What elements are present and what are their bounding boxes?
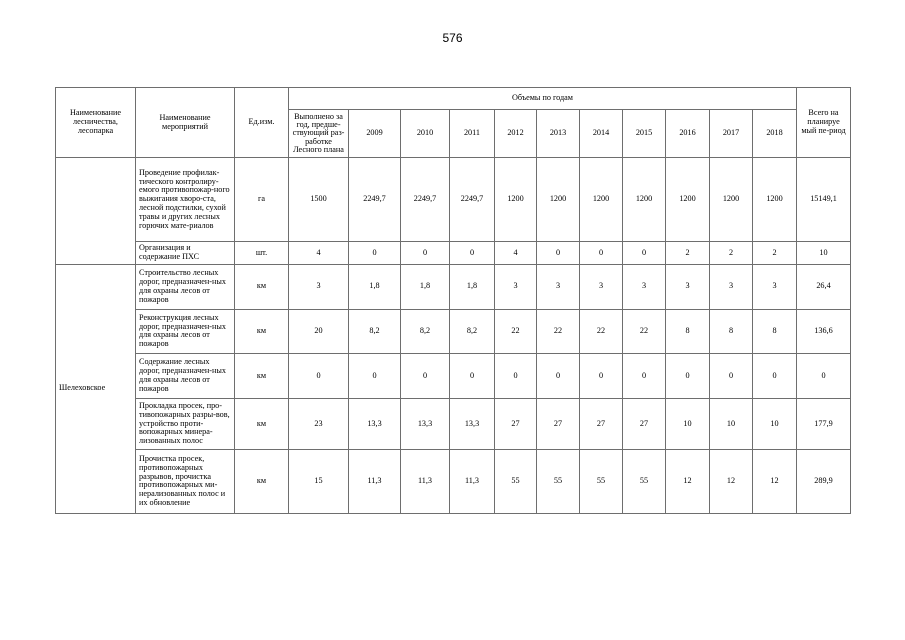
total-cell: 136,6 xyxy=(797,309,851,354)
forest-plan-table xyxy=(55,87,851,514)
header-activity: Наименование мероприятий xyxy=(136,88,235,158)
table-row xyxy=(56,158,851,242)
year-value-cell: 1200 xyxy=(537,158,580,242)
year-value-cell: 27 xyxy=(495,399,537,450)
year-value-cell: 55 xyxy=(580,449,623,513)
year-value-cell: 2249,7 xyxy=(450,158,495,242)
activity-name-cell: Реконструкция лесных дорог, предназначен-ных для охраны лесов от пожаров xyxy=(136,309,235,354)
year-value-cell: 0 xyxy=(537,354,580,399)
year-value-cell: 3 xyxy=(753,264,797,309)
year-value-cell: 12 xyxy=(710,449,753,513)
year-value-cell: 2249,7 xyxy=(401,158,450,242)
year-value-cell: 55 xyxy=(623,449,666,513)
year-value-cell: 0 xyxy=(401,242,450,264)
header-year-2009: 2009 xyxy=(349,110,401,158)
prev-year-cell: 0 xyxy=(289,354,349,399)
header-year-2011: 2011 xyxy=(450,110,495,158)
year-value-cell: 1200 xyxy=(580,158,623,242)
year-value-cell: 0 xyxy=(450,242,495,264)
year-value-cell: 0 xyxy=(349,354,401,399)
year-value-cell: 8 xyxy=(710,309,753,354)
year-value-cell: 1,8 xyxy=(401,264,450,309)
year-value-cell: 0 xyxy=(753,354,797,399)
year-value-cell: 0 xyxy=(623,354,666,399)
year-value-cell: 3 xyxy=(666,264,710,309)
year-value-cell: 11,3 xyxy=(349,449,401,513)
header-year-2016: 2016 xyxy=(666,110,710,158)
year-value-cell: 3 xyxy=(580,264,623,309)
prev-year-cell: 15 xyxy=(289,449,349,513)
year-value-cell: 1200 xyxy=(753,158,797,242)
year-value-cell: 2 xyxy=(666,242,710,264)
year-value-cell: 0 xyxy=(623,242,666,264)
year-value-cell: 0 xyxy=(580,242,623,264)
prev-year-cell: 20 xyxy=(289,309,349,354)
year-value-cell: 10 xyxy=(710,399,753,450)
total-cell: 26,4 xyxy=(797,264,851,309)
header-year-2013: 2013 xyxy=(537,110,580,158)
year-value-cell: 8,2 xyxy=(349,309,401,354)
activity-name-cell: Прокладка просек, про-тивопожарных разры-вов, устройство проти-вопожарных минера-лизованных полос xyxy=(136,399,235,450)
year-value-cell: 0 xyxy=(450,354,495,399)
year-value-cell: 3 xyxy=(623,264,666,309)
year-value-cell: 0 xyxy=(495,354,537,399)
unit-cell: га xyxy=(235,158,289,242)
year-value-cell: 1200 xyxy=(710,158,753,242)
year-value-cell: 13,3 xyxy=(401,399,450,450)
year-value-cell: 27 xyxy=(623,399,666,450)
year-value-cell: 27 xyxy=(537,399,580,450)
year-value-cell: 1200 xyxy=(623,158,666,242)
unit-cell: км xyxy=(235,264,289,309)
year-value-cell: 10 xyxy=(753,399,797,450)
activity-name-cell: Организация и содержание ПХС xyxy=(136,242,235,264)
table-row xyxy=(56,264,851,309)
year-value-cell: 55 xyxy=(537,449,580,513)
unit-cell: км xyxy=(235,309,289,354)
year-value-cell: 1200 xyxy=(495,158,537,242)
year-value-cell: 55 xyxy=(495,449,537,513)
forestry-empty-cell xyxy=(56,158,136,265)
year-value-cell: 1200 xyxy=(666,158,710,242)
table-row xyxy=(56,309,851,354)
year-value-cell: 3 xyxy=(710,264,753,309)
header-year-2017: 2017 xyxy=(710,110,753,158)
total-cell: 289,9 xyxy=(797,449,851,513)
header-year-2015: 2015 xyxy=(623,110,666,158)
unit-cell: шт. xyxy=(235,242,289,264)
year-value-cell: 0 xyxy=(349,242,401,264)
activity-name-cell: Проведение профилак-тического контролиру-емого противопожар-ного выжигания хворо-ста, лесной подстилки, сухой травы и других лесных горючих мате-риалов xyxy=(136,158,235,242)
activity-name-cell: Прочистка просек, противопожарных разрывов, прочистка противопожарных ми-нерализованных полос и их обновление xyxy=(136,449,235,513)
table-row xyxy=(56,242,851,264)
prev-year-cell: 3 xyxy=(289,264,349,309)
header-year-2012: 2012 xyxy=(495,110,537,158)
header-year-2018: 2018 xyxy=(753,110,797,158)
year-value-cell: 22 xyxy=(495,309,537,354)
header-year-2010: 2010 xyxy=(401,110,450,158)
total-cell: 10 xyxy=(797,242,851,264)
page-number: 576 xyxy=(442,31,463,45)
year-value-cell: 4 xyxy=(495,242,537,264)
header-unit: Ед.изм. xyxy=(235,88,289,158)
year-value-cell: 0 xyxy=(666,354,710,399)
year-value-cell: 8 xyxy=(753,309,797,354)
total-cell: 0 xyxy=(797,354,851,399)
activity-name-cell: Содержание лесных дорог, предназначен-ных для охраны лесов от пожаров xyxy=(136,354,235,399)
year-value-cell: 12 xyxy=(753,449,797,513)
total-cell: 177,9 xyxy=(797,399,851,450)
year-value-cell: 8,2 xyxy=(450,309,495,354)
prev-year-cell: 4 xyxy=(289,242,349,264)
year-value-cell: 3 xyxy=(537,264,580,309)
year-value-cell: 0 xyxy=(580,354,623,399)
unit-cell: км xyxy=(235,399,289,450)
year-value-cell: 22 xyxy=(580,309,623,354)
unit-cell: км xyxy=(235,354,289,399)
year-value-cell: 0 xyxy=(401,354,450,399)
year-value-cell: 8,2 xyxy=(401,309,450,354)
year-value-cell: 13,3 xyxy=(450,399,495,450)
year-value-cell: 2 xyxy=(710,242,753,264)
year-value-cell: 22 xyxy=(623,309,666,354)
year-value-cell: 8 xyxy=(666,309,710,354)
table-row xyxy=(56,399,851,450)
header-forestry: Наименование лесничества, лесопарка xyxy=(56,88,136,158)
table-row xyxy=(56,449,851,513)
table-row xyxy=(56,354,851,399)
year-value-cell: 0 xyxy=(537,242,580,264)
year-value-cell: 13,3 xyxy=(349,399,401,450)
year-value-cell: 3 xyxy=(495,264,537,309)
year-value-cell: 11,3 xyxy=(401,449,450,513)
year-value-cell: 22 xyxy=(537,309,580,354)
year-value-cell: 0 xyxy=(710,354,753,399)
total-cell: 15149,1 xyxy=(797,158,851,242)
forestry-name-cell: Шелеховское xyxy=(56,264,136,513)
year-value-cell: 11,3 xyxy=(450,449,495,513)
year-value-cell: 1,8 xyxy=(349,264,401,309)
year-value-cell: 12 xyxy=(666,449,710,513)
header-year-2014: 2014 xyxy=(580,110,623,158)
year-value-cell: 1,8 xyxy=(450,264,495,309)
header-total: Всего на планируе мый пе-риод xyxy=(797,88,851,158)
unit-cell: км xyxy=(235,449,289,513)
header-prev-year: Выполнено за год, предше-ствующий раз-работке Лесного плана xyxy=(289,110,349,158)
year-value-cell: 2 xyxy=(753,242,797,264)
year-value-cell: 10 xyxy=(666,399,710,450)
year-value-cell: 2249,7 xyxy=(349,158,401,242)
activity-name-cell: Строительство лесных дорог, предназначен-ных для охраны лесов от пожаров xyxy=(136,264,235,309)
year-value-cell: 27 xyxy=(580,399,623,450)
header-by-years: Объемы по годам xyxy=(289,88,797,110)
prev-year-cell: 23 xyxy=(289,399,349,450)
prev-year-cell: 1500 xyxy=(289,158,349,242)
